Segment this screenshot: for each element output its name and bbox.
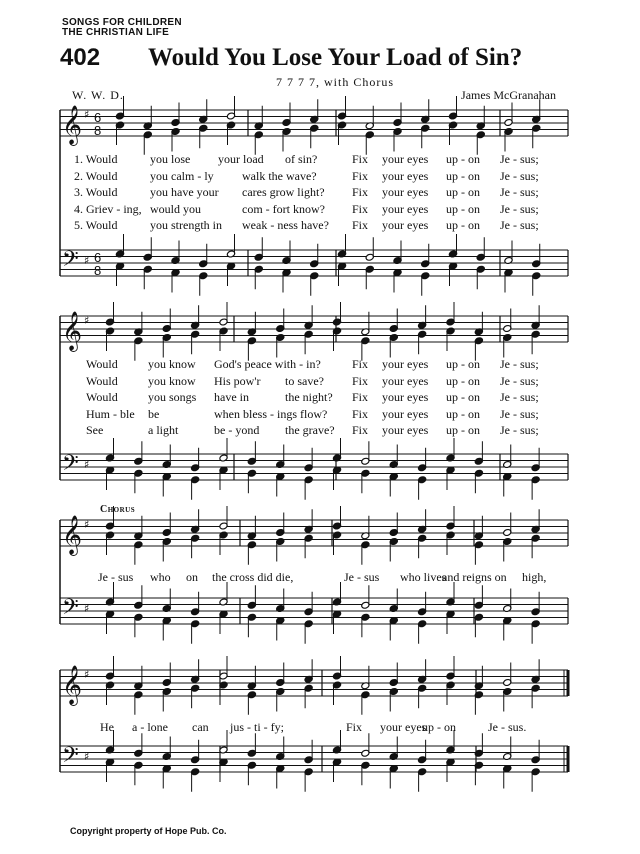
- lyric-word: up - on: [446, 218, 480, 232]
- lyric-word: Hum - ble: [86, 406, 135, 421]
- lyric-word: Fix: [346, 720, 363, 734]
- lyric-word: your eyes: [382, 357, 429, 371]
- music-symbol: 𝄞: [62, 105, 83, 145]
- lyric-word: who lives: [400, 570, 447, 584]
- lyric-word: Fix: [352, 168, 369, 183]
- music-symbol: 8: [94, 123, 102, 138]
- lyric-word: up - on: [446, 168, 480, 183]
- composer: James McGranahan: [461, 88, 556, 102]
- music-symbol: ♯: [84, 458, 90, 471]
- lyric-word: com - fort know?: [242, 201, 325, 216]
- lyric-word: God's peace with - in?: [214, 357, 321, 371]
- lyric-word: Je - sus;: [500, 390, 539, 404]
- lyric-word: you songs: [148, 390, 197, 404]
- lyric-word: His pow'r: [214, 373, 261, 388]
- lyric-word: your eyes: [380, 720, 427, 734]
- lyric-word: you strength in: [150, 218, 222, 232]
- lyric-word: 3. Would: [74, 185, 118, 199]
- music-symbol: ♯: [84, 668, 90, 681]
- lyric-word: you have your: [150, 185, 219, 199]
- lyric-word: the grave?: [285, 423, 335, 437]
- music-symbol: 𝄢: [62, 451, 79, 481]
- music-symbol: ♯: [84, 254, 90, 267]
- lyric-word: high,: [522, 570, 547, 584]
- lyric-word: Je - sus;: [500, 218, 539, 232]
- lyric-word: would you: [150, 201, 201, 216]
- music-symbol: ♯: [84, 108, 90, 121]
- lyric-word: Fix: [352, 423, 369, 437]
- lyric-word: He: [100, 720, 114, 734]
- lyric-word: your eyes: [382, 185, 429, 199]
- lyric-word: Je - sus;: [500, 406, 539, 421]
- music-symbol: 𝄞: [62, 515, 83, 555]
- lyric-word: you lose: [150, 152, 191, 166]
- music-symbol: 𝄢: [62, 743, 79, 773]
- lyric-word: Fix: [352, 185, 369, 199]
- music-symbol: ♯: [84, 750, 90, 763]
- lyric-word: up - on: [446, 185, 480, 199]
- lyric-word: Fix: [352, 201, 369, 216]
- lyric-word: can: [192, 720, 209, 734]
- lyric-word: Je - sus;: [500, 357, 539, 371]
- hymn-title: Would You Lose Your Load of Sin?: [148, 44, 523, 71]
- music-symbol: 𝄢: [62, 595, 79, 625]
- lyric-word: your eyes: [382, 201, 429, 216]
- lyric-word: your eyes: [382, 390, 429, 404]
- lyric-word: Fix: [352, 152, 369, 166]
- lyric-word: Je - sus.: [488, 720, 527, 734]
- lyric-word: up - on: [446, 423, 480, 437]
- lyric-word: be: [148, 406, 160, 421]
- lyric-word: Je - sus;: [500, 373, 539, 388]
- lyric-word: and reigns on: [442, 570, 507, 584]
- lyric-word: your eyes: [382, 168, 429, 183]
- lyric-word: the cross did die,: [212, 570, 294, 584]
- lyric-word: of sin?: [285, 152, 318, 166]
- lyric-word: your eyes: [382, 218, 429, 232]
- lyric-word: your load: [218, 152, 264, 166]
- music-symbol: 6: [94, 110, 102, 125]
- lyric-word: your eyes: [382, 373, 429, 388]
- lyric-word: Would: [86, 357, 118, 371]
- lyric-word: you calm - ly: [150, 168, 214, 183]
- lyric-word: cares grow light?: [242, 185, 325, 199]
- lyric-word: up - on: [446, 201, 480, 216]
- lyric-word: your eyes: [382, 423, 429, 437]
- lyric-word: up - on: [422, 720, 456, 734]
- lyric-word: Fix: [352, 406, 369, 421]
- section-heading-line1: SONGS FOR CHILDREN: [62, 17, 182, 28]
- section-heading-line2: THE CHRISTIAN LIFE: [62, 27, 170, 38]
- hymn-number: 402: [60, 44, 101, 71]
- lyric-word: weak - ness have?: [242, 218, 329, 232]
- lyric-word: walk the wave?: [242, 168, 317, 183]
- music-symbol: 𝄞: [62, 665, 83, 705]
- lyric-word: Fix: [352, 373, 369, 388]
- music-symbol: ♯: [84, 314, 90, 327]
- lyric-word: up - on: [446, 390, 480, 404]
- lyric-word: Would: [86, 390, 118, 404]
- music-symbol: ♯: [84, 518, 90, 531]
- lyric-word: Je - sus;: [500, 152, 539, 166]
- lyric-word: jus - ti - fy;: [230, 720, 284, 734]
- lyric-word: a light: [148, 423, 179, 437]
- lyric-word: Would: [86, 373, 118, 388]
- meter-text: 7 7 7 7, with Chorus: [275, 75, 394, 89]
- lyric-word: you know: [148, 373, 196, 388]
- lyric-word: the night?: [285, 390, 333, 404]
- lyric-word: Je - sus: [344, 570, 380, 584]
- lyric-word: a - lone: [132, 720, 168, 734]
- lyric-word: have in: [214, 390, 249, 404]
- music-symbol: ♯: [84, 602, 90, 615]
- lyric-word: up - on: [446, 152, 480, 166]
- lyric-word: 1. Would: [74, 152, 118, 166]
- lyric-word: up - on: [446, 406, 480, 421]
- music-symbol: 8: [94, 263, 102, 278]
- copyright-notice: Copyright property of Hope Pub. Co.: [70, 826, 227, 836]
- music-symbol: 𝄢: [62, 247, 79, 277]
- lyric-word: Je - sus: [98, 570, 134, 584]
- lyricist: W. W. D.: [72, 88, 124, 102]
- music-symbol: 6: [94, 250, 102, 265]
- lyric-word: Fix: [352, 390, 369, 404]
- lyric-word: who: [150, 570, 171, 584]
- lyric-word: Fix: [352, 218, 369, 232]
- lyric-word: you know: [148, 357, 196, 371]
- lyric-word: 2. Would: [74, 168, 118, 183]
- lyric-word: Je - sus;: [500, 185, 539, 199]
- lyric-word: up - on: [446, 357, 480, 371]
- music-symbol: 𝄞: [62, 311, 83, 351]
- lyric-word: your eyes: [382, 406, 429, 421]
- lyric-word: See: [86, 423, 104, 437]
- lyric-word: Je - sus;: [500, 423, 539, 437]
- lyric-word: Fix: [352, 357, 369, 371]
- lyric-word: be - yond: [214, 423, 260, 437]
- lyric-word: when bless - ings flow?: [214, 406, 328, 421]
- lyric-word: 4. Griev - ing,: [74, 201, 142, 216]
- lyric-word: to save?: [285, 373, 324, 388]
- lyric-word: on: [186, 570, 198, 584]
- lyric-word: your eyes: [382, 152, 429, 166]
- chorus-label: Chorus: [100, 504, 136, 515]
- lyric-word: Je - sus;: [500, 168, 539, 183]
- lyric-word: 5. Would: [74, 218, 118, 232]
- lyric-word: Je - sus;: [500, 201, 539, 216]
- lyric-word: up - on: [446, 373, 480, 388]
